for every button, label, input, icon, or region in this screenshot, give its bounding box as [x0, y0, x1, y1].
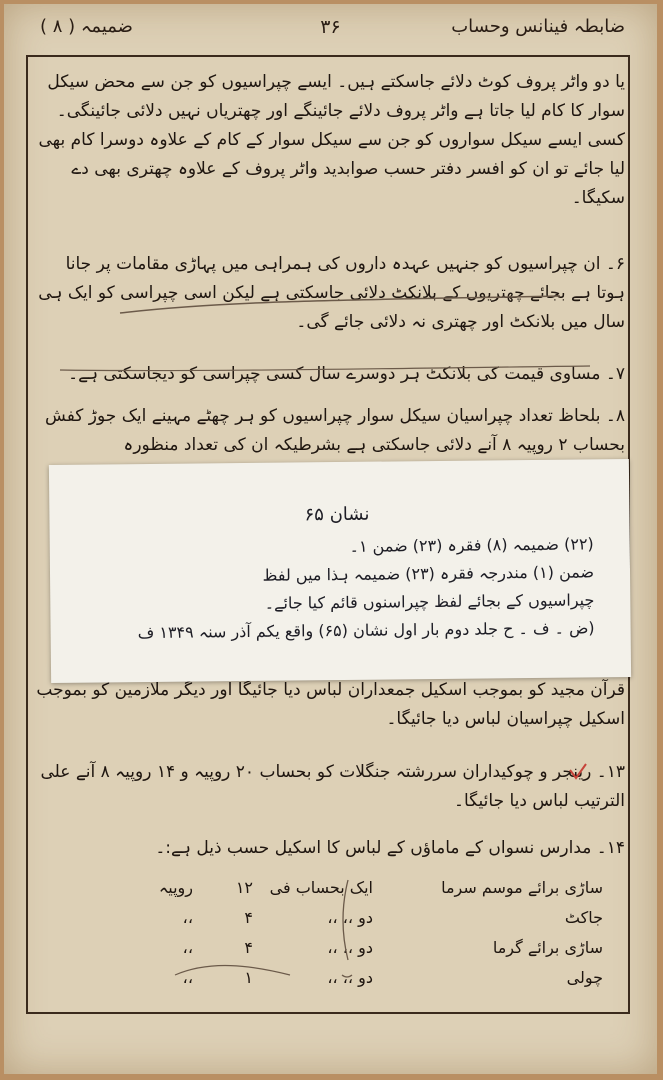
row-amount: ۴ — [244, 908, 253, 927]
row-rate: ایک بحساب فی — [269, 878, 373, 897]
row-rate: دو ،، ،، — [327, 968, 373, 987]
page-number: ۳۶ — [320, 16, 341, 38]
clothing-scale-table — [95, 876, 603, 996]
row-item: ساڑی برائے موسم سرما — [441, 878, 603, 897]
paragraph-6: ۶۔ ان چپراسیوں کو جنہیں عہدہ داروں کی ہمراہی میں پہاڑی مقامات پر جانا ہوتا ہے بجائے چھتریوں کے بلانکٹ دلائی جاسکتی ہے لیکن اسی چپراسی کو ایک ہی سال میں بلانکٹ اور چھتری نہ دلائی جائے گی۔ — [38, 254, 625, 332]
row-amount: ۱۲ — [235, 878, 253, 897]
slip-line-2: ضمن (۱) مندرجہ فقرہ (۲۳) ضمیمہ ہذا میں لفظ — [262, 562, 595, 585]
paragraph-14: ۱۴۔ مدارس نسواں کے ماماؤں کے لباس کا اسکیل حسب ذیل ہے:۔ — [155, 838, 625, 858]
table-row — [95, 966, 603, 996]
row-amount: ۱ — [244, 968, 253, 987]
row-unit: ،، — [182, 938, 193, 957]
row-rate: دو ،، ،، — [327, 938, 373, 957]
slip-line-3: چپراسیوں کے بجائے لفظ چپراسنوں قائم کیا جائے۔ — [264, 590, 595, 613]
row-item: جاکٹ — [564, 908, 603, 927]
correction-slip — [49, 459, 631, 683]
row-item: ساڑی برائے گرما — [492, 938, 603, 957]
table-row — [95, 876, 603, 906]
table-row — [95, 936, 603, 966]
slip-line-4: (ض ۔ ف ۔ ح جلد دوم بار اول نشان (۶۵) واقع یکم آذر سنہ ۱۳۴۹ ف — [137, 618, 595, 643]
appendix-label: ضمیمہ ( ۸ ) — [40, 16, 133, 37]
row-unit: ،، — [182, 908, 193, 927]
page-title: ضابطہ فینانس وحساب — [451, 16, 625, 37]
row-rate: دو ،، ،، — [327, 908, 373, 927]
row-amount: ۴ — [244, 938, 253, 957]
row-item: چولی — [566, 968, 603, 987]
paragraph-raincoats: یا دو واٹر پروف کوٹ دلائے جاسکتے ہیں۔ ایسے چپراسیوں کو جن سے محض سیکل سوار کا کام لیا جاتا ہے واٹر پروف دلائے جائینگے اور چھتریاں نہیں دلائی جائینگی۔ کسی ایسے سیکل سواروں کو جن سے سیکل سوار کے کام کے علاوہ دوسرا کام بھی لیا جائے تو ان کو افسر دفتر حسب صوابدید واٹر پروف کے علاوہ چھتری بھی دے سکیگا۔ — [38, 72, 625, 208]
page-header — [22, 12, 639, 42]
paragraph-8: ۸۔ بلحاظ تعداد چپراسیان سیکل سوار چپراسیوں کو ہر چھٹے مہینے ایک جوڑ کفش بحساب ۲ روپیہ ۸ آنے دلائی جاسکتی ہے بشرطیکہ ان کی تعداد منظورہ — [45, 406, 625, 455]
slip-title: نشان ۶۵ — [304, 503, 370, 526]
row-unit: ،، — [182, 968, 193, 987]
paragraph-13: ۱۳۔ رینجر و چوکیداران سررشتہ جنگلات کو بحساب ۲۰ روپیہ و ۱۴ روپیہ ۸ آنے علی الترتیب لباس دیا جائیگا۔ — [40, 762, 625, 811]
slip-line-1: (۲۲) ضمیمہ (۸) فقرہ (۲۳) ضمن ۱۔ — [349, 534, 594, 556]
paragraph-7: ۷۔ مساوی قیمت کی بلانکٹ ہر دوسرے سال کسی چپراسی کو دیجاسکتی ہے۔ — [68, 364, 625, 384]
row-unit: روپیہ — [158, 878, 193, 897]
table-row — [95, 906, 603, 936]
paragraph-12-tail: قرآن مجید کو بموجب اسکیل جمعداران لباس دیا جائیگا اور دیگر ملازمین کو بموجب اسکیل چپراسیان لباس دیا جائیگا۔ — [36, 680, 625, 729]
